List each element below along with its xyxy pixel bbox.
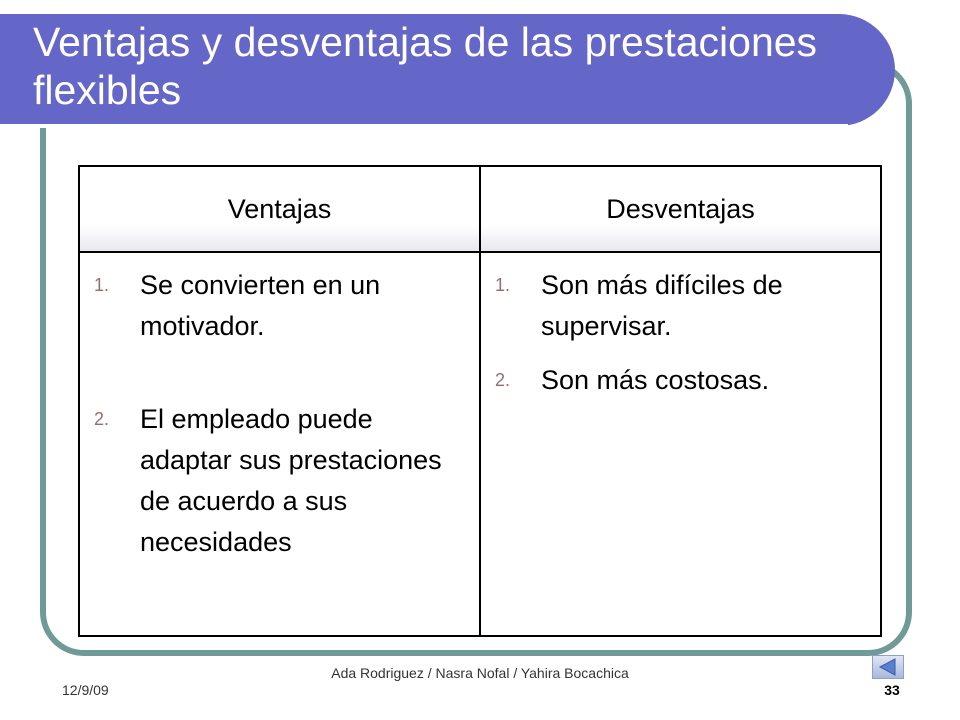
back-button[interactable]	[872, 655, 904, 679]
list-text: El empleado puede adaptar sus prestaciones de acuerdo a sus necesidades	[140, 404, 442, 557]
title-underline	[0, 124, 848, 128]
list-number: 1.	[94, 275, 110, 295]
footer-date: 12/9/09	[62, 682, 109, 698]
list-number: 2.	[94, 409, 110, 429]
table-row	[79, 252, 881, 636]
list-text: Son más difíciles de supervisar.	[541, 270, 783, 341]
ventajas-list	[94, 265, 469, 563]
list-number: 2.	[495, 370, 511, 390]
list-text: Son más costosas.	[541, 365, 770, 395]
table-header-row	[79, 166, 881, 252]
list-item	[94, 399, 469, 563]
desventajas-list	[495, 265, 870, 401]
header-ventajas: Ventajas	[79, 166, 480, 252]
triangle-left-icon	[873, 656, 903, 678]
ventajas-cell	[79, 252, 480, 636]
desventajas-cell	[480, 252, 881, 636]
list-number: 1.	[495, 275, 511, 295]
footer-author: Ada Rodriguez / Nasra Nofal / Yahira Bocachica	[331, 665, 629, 681]
list-text: Se convierten en un motivador.	[140, 270, 381, 341]
list-item	[94, 265, 469, 347]
list-item	[495, 265, 870, 347]
list-item	[495, 360, 870, 401]
slide-title: Ventajas y desventajas de las prestaciones flexibles	[33, 19, 818, 113]
comparison-table	[78, 165, 882, 637]
header-desventajas: Desventajas	[480, 166, 881, 252]
page-number: 33	[884, 682, 900, 698]
